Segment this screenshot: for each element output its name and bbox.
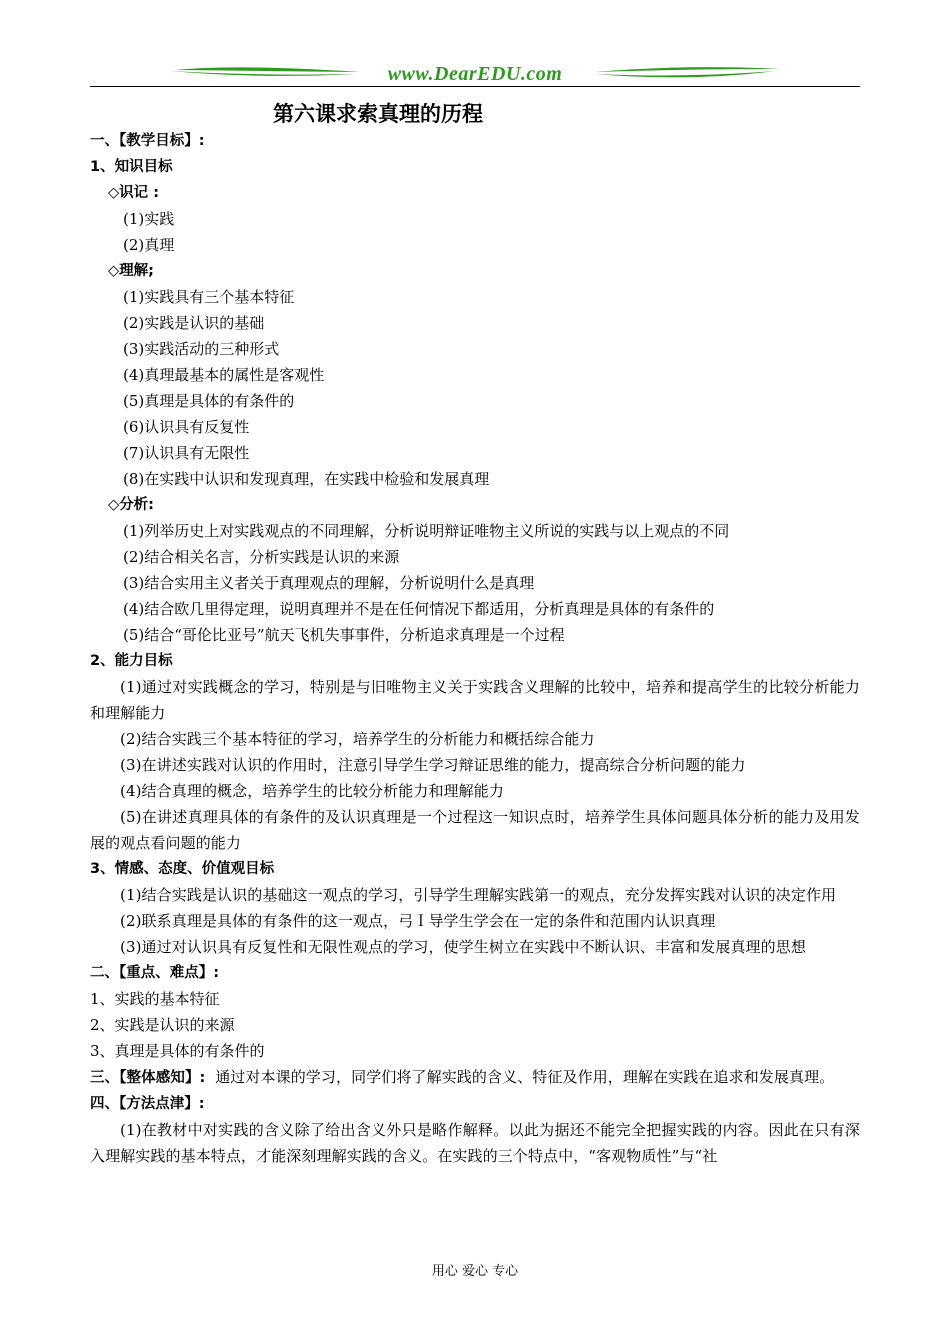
site-logo-text: www.DearEDU.com [387,63,563,85]
page-footer: 用心 爱心 专心 [431,1264,519,1279]
list-item: (8)在实践中认识和发现真理，在实践中检验和发展真理 [123,470,490,488]
site-header [90,60,860,90]
knowledge-heading: 1、知识目标 [90,159,173,175]
section-heading-methods: 四、【方法点津】: [90,1096,205,1112]
list-item: (2)实践是认识的基础 [123,314,265,332]
analyze-label: ◇分析: [108,497,154,513]
header-divider [90,86,860,87]
list-item: (3)结合实用主义者关于真理观点的理解，分析说明什么是真理 [123,574,535,592]
paragraph: (1)在教材中对实践的含义除了给出含义外只是略作解释。以此为据还不能完全把握实践的内容。因此在只有深入理解实践的基本特点，才能深刻理解实践的含义。在实践的三个特点中，“客观物质性”与“社 [90,1121,860,1165]
list-item: (2)结合相关名言，分析实践是认识的来源 [123,548,400,566]
section-heading-objectives: 一、【教学目标】: [90,133,205,149]
remember-label: ◇识记 : [108,185,159,201]
document-body [90,128,860,1169]
list-item: (3)实践活动的三种形式 [123,340,280,358]
list-item: (1)列举历史上对实践观点的不同理解，分析说明辩证唯物主义所说的实践与以上观点的不同 [123,522,730,540]
section-heading-overview: 三、【整体感知】: [90,1070,206,1086]
list-item: (2)真理 [123,236,175,254]
list-item: 1、实践的基本特征 [90,990,220,1008]
list-item: 2、实践是认识的来源 [90,1016,235,1034]
ability-heading: 2、能力目标 [90,653,173,669]
page-title: 第六课求索真理的历程 [273,102,483,126]
paragraph: (3)通过对认识具有反复性和无限性观点的学习，使学生树立在实践中不断认识、丰富和发展真理的思想 [120,938,806,956]
list-item: (1)实践 [123,210,175,228]
overview-text: 通过对本课的学习，同学们将了解实践的含义、特征及作用，理解在实践在追求和发展真理。 [215,1068,835,1086]
paragraph: (1)通过对实践概念的学习，特别是与旧唯物主义关于实践含义理解的比较中，培养和提高学生的比较分析能力和理解能力 [90,678,860,722]
overview-paragraph [90,1064,860,1091]
paragraph: (1)结合实践是认识的基础这一观点的学习，引导学生理解实践第一的观点，充分发挥实践对认识的决定作用 [120,886,837,904]
understand-label: ◇理解; [108,263,154,279]
list-item: (6)认识具有反复性 [123,418,250,436]
section-heading-key-points: 二、【重点、难点】: [90,965,220,981]
list-item: 3、真理是具体的有条件的 [90,1042,265,1060]
list-item: (5)结合“哥伦比亚号”航天飞机失事事件，分析追求真理是一个过程 [123,626,565,644]
emotion-heading: 3、情感、态度、价值观目标 [90,861,275,877]
paragraph: (2)结合实践三个基本特征的学习，培养学生的分析能力和概括综合能力 [120,730,595,748]
paragraph: (3)在讲述实践对认识的作用时，注意引导学生学习辩证思维的能力，提高综合分析问题的能力 [120,756,746,774]
paragraph: (5)在讲述真理具体的有条件的及认识真理是一个过程这一知识点时，培养学生具体问题具体分析的能力及用发展的观点看问题的能力 [90,808,860,852]
list-item: (4)真理最基本的属性是客观性 [123,366,325,384]
list-item: (4)结合欧几里得定理，说明真理并不是在任何情况下都适用，分析真理是具体的有条件的 [123,600,715,618]
list-item: (5)真理是具体的有条件的 [123,392,295,410]
paragraph: (2)联系真理是具体的有条件的这一观点，弓Ｉ导学生学会在一定的条件和范围内认识真理 [120,912,716,930]
paragraph: (4)结合真理的概念，培养学生的比较分析能力和理解能力 [120,782,504,800]
list-item: (7)认识具有无限性 [123,444,250,462]
list-item: (1)实践具有三个基本特征 [123,288,295,306]
